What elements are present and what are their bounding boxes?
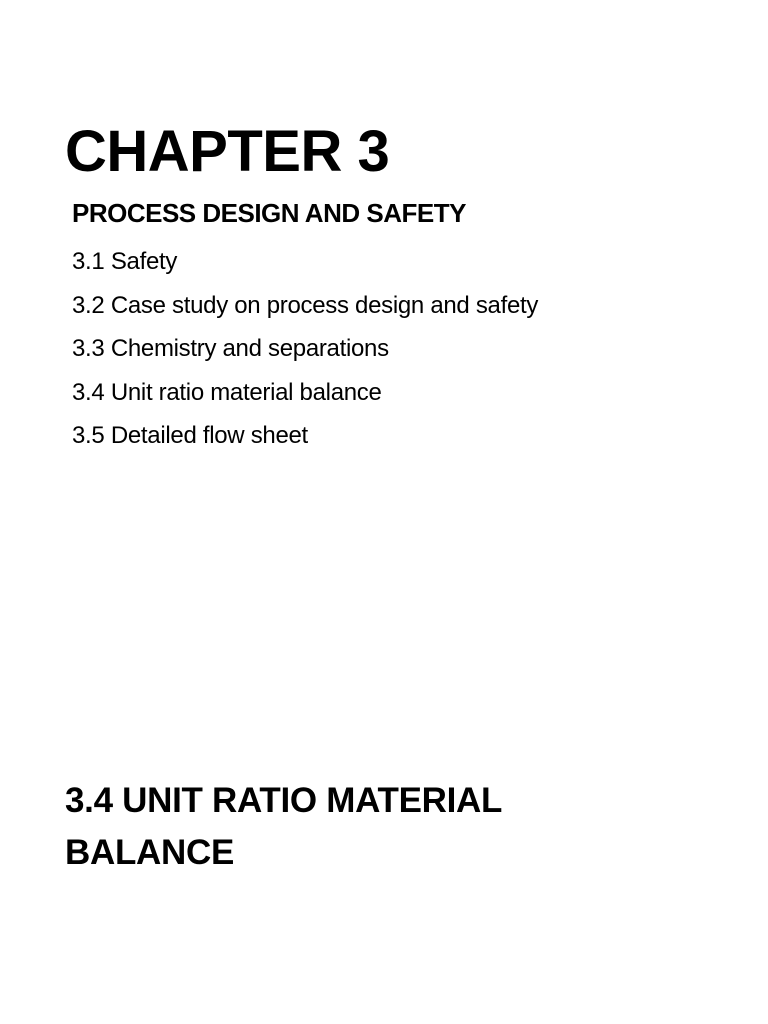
table-of-contents xyxy=(72,240,538,458)
section-heading-line-1: 3.4 UNIT RATIO MATERIAL xyxy=(65,781,503,820)
toc-item-3-4: 3.4 Unit ratio material balance xyxy=(72,378,382,406)
toc-item-3-5: 3.5 Detailed flow sheet xyxy=(72,422,308,449)
section-heading-line-2: BALANCE xyxy=(65,833,235,872)
chapter-subtitle: PROCESS DESIGN AND SAFETY xyxy=(72,198,466,228)
toc-item-3-2: 3.2 Case study on process design and safety xyxy=(72,291,539,319)
chapter-title: CHAPTER 3 xyxy=(65,119,390,184)
section-heading xyxy=(65,775,685,879)
toc-item-3-3: 3.3 Chemistry and separations xyxy=(72,335,389,362)
toc-item-3-1: 3.1 Safety xyxy=(72,248,178,275)
